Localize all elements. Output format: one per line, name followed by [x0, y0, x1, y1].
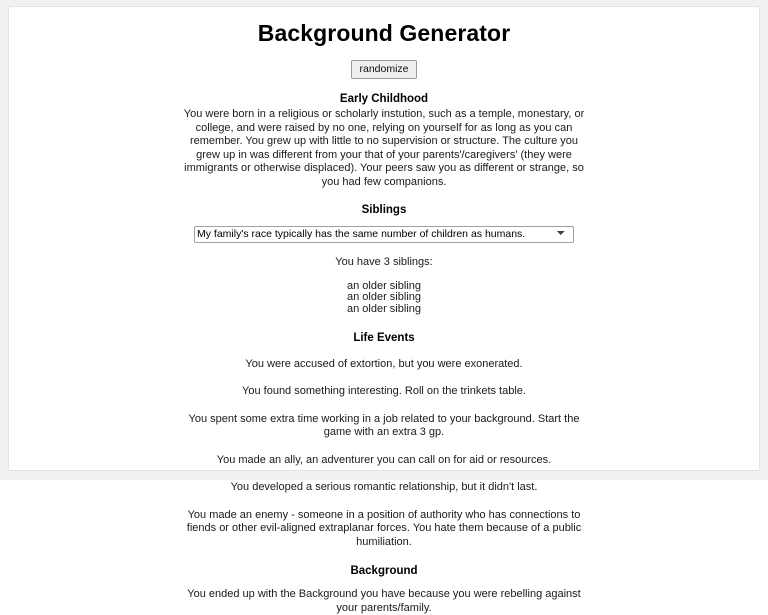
- page-content: [9, 7, 759, 615]
- sibling-list: [180, 281, 588, 317]
- sibling-list-inner: [347, 281, 421, 316]
- life-event: You made an enemy - someone in a position of authority who has connections to fiends or other evil-aligned extraplanar forces. You hate them because of a public humiliation.: [186, 508, 582, 548]
- life-event: You developed a serious romantic relationship, but it didn't last.: [230, 481, 538, 493]
- life-event: You spent some extra time working in a job related to your background. Start the game with an extra 3 gp.: [188, 412, 580, 438]
- randomize-button-row: [9, 59, 759, 79]
- siblings-count-line: You have 3 siblings:: [335, 255, 433, 268]
- background-heading: Background: [350, 565, 418, 577]
- list-item: an older sibling: [347, 291, 421, 303]
- life-event: You found something interesting. Roll on the trinkets table.: [242, 385, 526, 397]
- life-event: You were accused of extortion, but you were exonerated.: [245, 357, 523, 370]
- background-text: You ended up with the Background you have because you were rebelling against your parents/family.: [187, 588, 581, 614]
- early-childhood-text: You were born in a religious or scholarly instution, such as a temple, monestary, or college, and were raised by no one, relying on yourself for as long as you can remember. You grew up with little to no supervision or structure. The culture you grew up in was different from your that of your parents'/caregivers' (they were immigrants or otherwise displaced). Your peers saw you as different or strange, so you had few companions.: [183, 108, 585, 188]
- page-frame: [8, 6, 760, 614]
- list-item: an older sibling: [347, 279, 421, 292]
- life-event: You made an ally, an adventurer you can call on for aid or resources.: [216, 453, 552, 466]
- life-events-heading: Life Events: [353, 331, 415, 344]
- early-childhood-heading: Early Childhood: [339, 93, 429, 105]
- siblings-select-row: [9, 224, 759, 243]
- siblings-heading: Siblings: [361, 204, 407, 216]
- randomize-button[interactable]: randomize: [351, 60, 416, 79]
- siblings-select[interactable]: [194, 226, 574, 243]
- list-item: an older sibling: [347, 302, 421, 315]
- page-title: Background Generator: [257, 20, 511, 46]
